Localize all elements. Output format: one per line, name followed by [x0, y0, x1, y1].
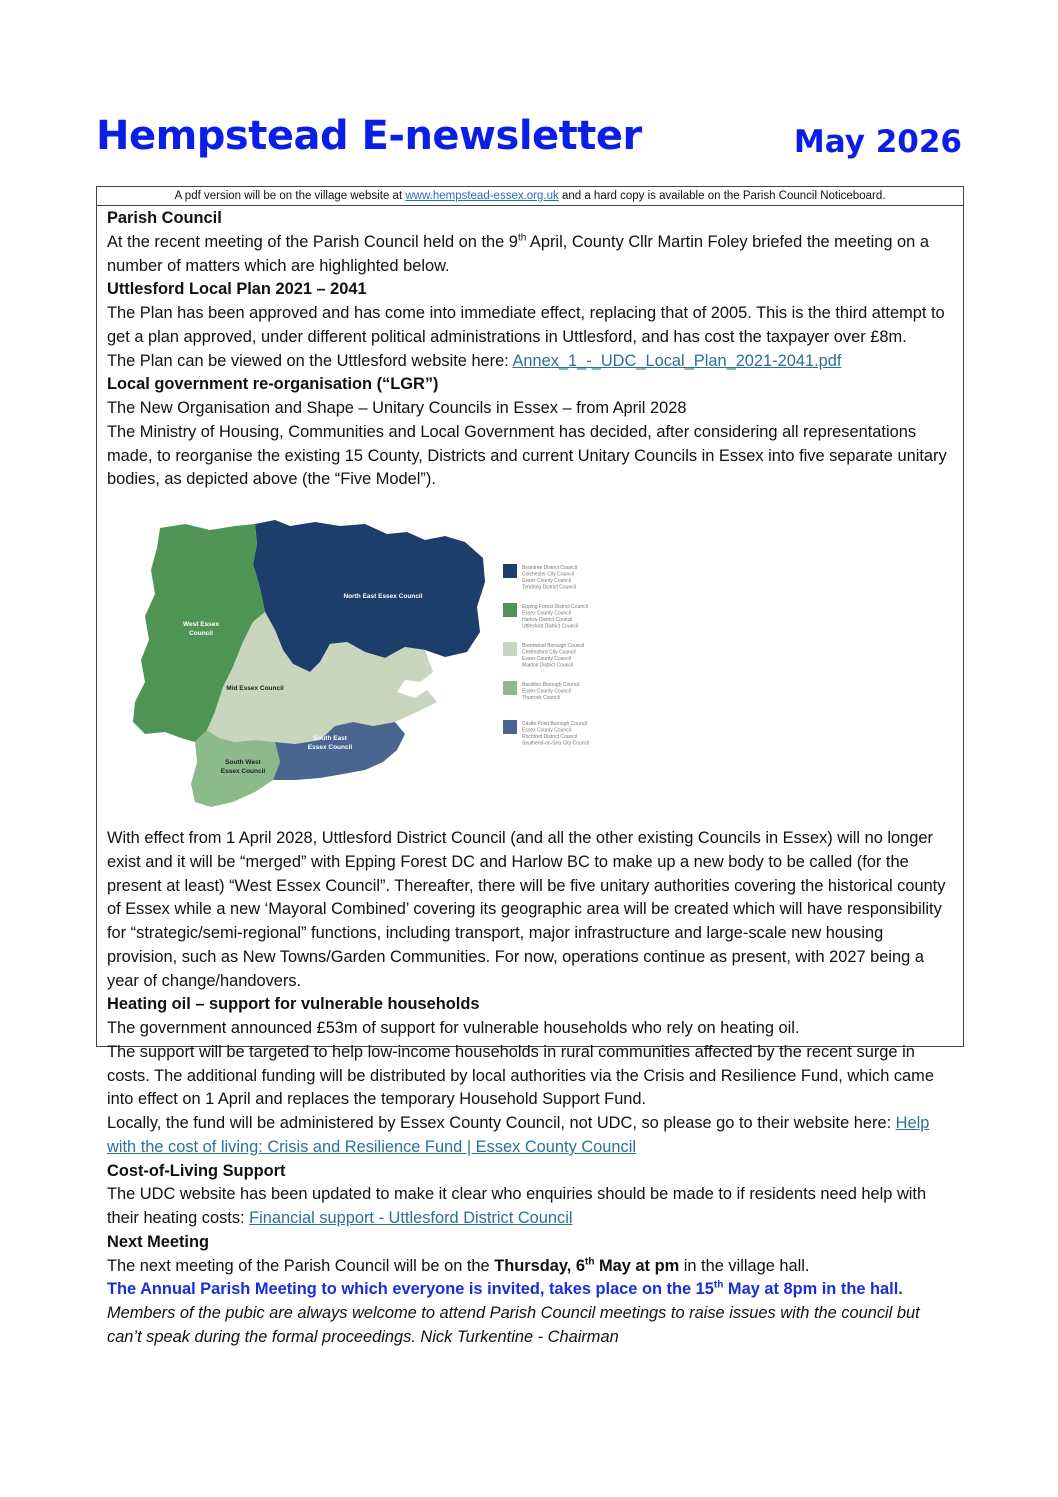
pdf-note-text-end: and a hard copy is available on the Parish Council Noticeboard.	[558, 190, 886, 202]
legend-label: Essex County Council	[522, 578, 571, 584]
village-website-link[interactable]: www.hempstead-essex.org.uk	[405, 190, 559, 202]
parish-council-heading: Parish Council	[107, 209, 222, 227]
next-meeting-heading: Next Meeting	[107, 1232, 210, 1251]
annual-meeting-notice: The Annual Parish Meeting to which everyone is invited, takes place on the 15th May at 8pm in the hall.	[107, 1279, 903, 1299]
heating-oil-p2: The support will be targeted to help low-income households in rural communities affected by the recent surge in costs. The additional funding will be distributed by local authorities via the Crisis and Resilience Fund, which came into effect on 1 April and replaces the temporary Household Support Fund.	[107, 1042, 934, 1109]
map-legend	[503, 564, 589, 747]
local-plan-paragraph: The Plan has been approved and has come into immediate effect, replacing that of 2005. This is the third attempt to get a plan approved, under different political administrations in Uttlesford, and has cost the taxpayer over £8m.	[107, 304, 945, 346]
legend-label: Colchester City Council	[522, 571, 574, 578]
legend-swatch	[503, 642, 517, 656]
label-north-east: North East Essex Council	[343, 593, 423, 600]
essex-crisis-fund-link[interactable]: Help with the cost of living: Crisis and Resilience Fund | Essex County Council	[107, 1114, 930, 1156]
legend-label: Essex County Council	[522, 688, 571, 695]
cost-of-living-heading: Cost-of-Living Support	[107, 1161, 286, 1180]
label-south-east-1: South East	[313, 735, 347, 742]
lgr-effect-paragraph: With effect from 1 April 2028, Uttlesford District Council (and all the other existing Councils in Essex) will no longer exist and it will be “merged” with Epping Forest DC and Harlow BC to make up a new body to be called (for the present at least) “West Essex Council”. Thereafter, there will be five unitary authorities covering the historical county of Essex while a new ‘Mayoral Combined’ covering its geographic area will be created which will have responsibility for “strategic/semi-regional” functions, including transport, major infrastructure and large-scale new housing provision, such as New Towns/Garden Communities. For now, operations continue as present, with 2027 being a year of change/handovers.	[107, 829, 946, 990]
local-plan-heading: Uttlesford Local Plan 2021 – 2041	[107, 280, 367, 299]
legend-label: Southend-on-Sea City Council	[522, 740, 590, 747]
legend-label: Rochford District Council	[522, 734, 578, 740]
udc-financial-support-link[interactable]: Financial support - Uttlesford District Council	[249, 1209, 573, 1227]
legend-label: Epping Forest District Council	[522, 604, 588, 610]
legend-label: Uttlesford District Council	[522, 623, 579, 630]
label-south-east-2: Essex Council	[307, 744, 353, 751]
local-plan-link[interactable]: Annex_1_-_UDC_Local_Plan_2021-2041.pdf	[512, 351, 842, 370]
label-west-2: Council	[189, 630, 213, 637]
heating-oil-p3: Locally, the fund will be administered by Essex County Council, not UDC, so please go to their website here: Help with the cost of living: Crisis and Resilience Fund | Essex County Council	[107, 1114, 930, 1156]
legend-label: Castle Point Borough Council	[522, 721, 588, 727]
newsletter-date: May 2026	[793, 124, 962, 160]
legend-label: Essex County Council	[522, 610, 571, 617]
legend-swatch	[503, 720, 517, 734]
heating-oil-heading: Heating oil – support for vulnerable households	[107, 995, 480, 1014]
legend-label: Brentwood Borough Council	[522, 643, 585, 649]
legend-label: Thurrock Council	[522, 695, 560, 701]
legend-label: Essex County Council	[522, 656, 571, 662]
lgr-heading: Local government re-organisation (“LGR”)	[107, 375, 439, 394]
legend-label: Braintree District Council	[522, 565, 578, 571]
content	[97, 206, 963, 1350]
pdf-note	[97, 187, 963, 206]
heating-oil-p1: The government announced £53m of support for vulnerable households who rely on heating oil.	[107, 1019, 800, 1037]
newsletter-body	[96, 186, 964, 1346]
legend-label: Chelmsford City Council	[522, 649, 576, 656]
pdf-note-text: A pdf version will be on the village website at	[174, 190, 406, 202]
local-plan-link-line: The Plan can be viewed on the Uttlesford website here: Annex_1_-_UDC_Local_Plan_2021-2041.pdf	[107, 351, 842, 370]
legend-label: Tendring District Council	[522, 584, 576, 591]
legend-label: Basildon Borough Council	[522, 682, 580, 688]
next-meeting-paragraph: The next meeting of the Parish Council will be on the Thursday, 6th May at pm in the village hall.	[107, 1256, 810, 1275]
lgr-subtitle: The New Organisation and Shape – Unitary Councils in Essex – from April 2028	[107, 399, 687, 417]
label-mid: Mid Essex Council	[226, 685, 284, 692]
lgr-paragraph: The Ministry of Housing, Communities and Local Government has decided, after considering all representations made, to reorganise the existing 15 County, Districts and current Unitary Councils in Essex into five separate unitary bodies, as depicted above (the “Five Model”).	[107, 422, 947, 489]
parish-council-paragraph: At the recent meeting of the Parish Council held on the 9th April, County Cllr Martin Foley briefed the meeting on a number of matters which are highlighted below.	[107, 232, 929, 275]
essex-unitary-map	[115, 512, 615, 812]
public-welcome-note: Members of the pubic are always welcome to attend Parish Council meetings to raise issues with the council but can’t speak during the formal proceedings. Nick Turkentine - Chairman	[107, 1304, 920, 1346]
label-west-1: West Essex	[182, 621, 220, 628]
legend-swatch	[503, 564, 517, 578]
legend-label: Maldon District Council	[522, 662, 574, 669]
essex-map-figure	[107, 492, 953, 827]
cost-of-living-paragraph: The UDC website has been updated to make it clear who enquiries should be made to if residents need help with their heating costs: Financial support - Uttlesford District Council	[107, 1185, 927, 1227]
legend-swatch	[503, 681, 517, 695]
legend-swatch	[503, 603, 517, 617]
label-south-west-2: Essex Council	[220, 768, 266, 775]
legend-label: Essex County Council	[522, 727, 571, 734]
label-south-west-1: South West	[225, 759, 261, 766]
legend-label: Harlow District Council	[522, 617, 573, 623]
newsletter-title: Hempstead E-newsletter	[96, 113, 642, 159]
